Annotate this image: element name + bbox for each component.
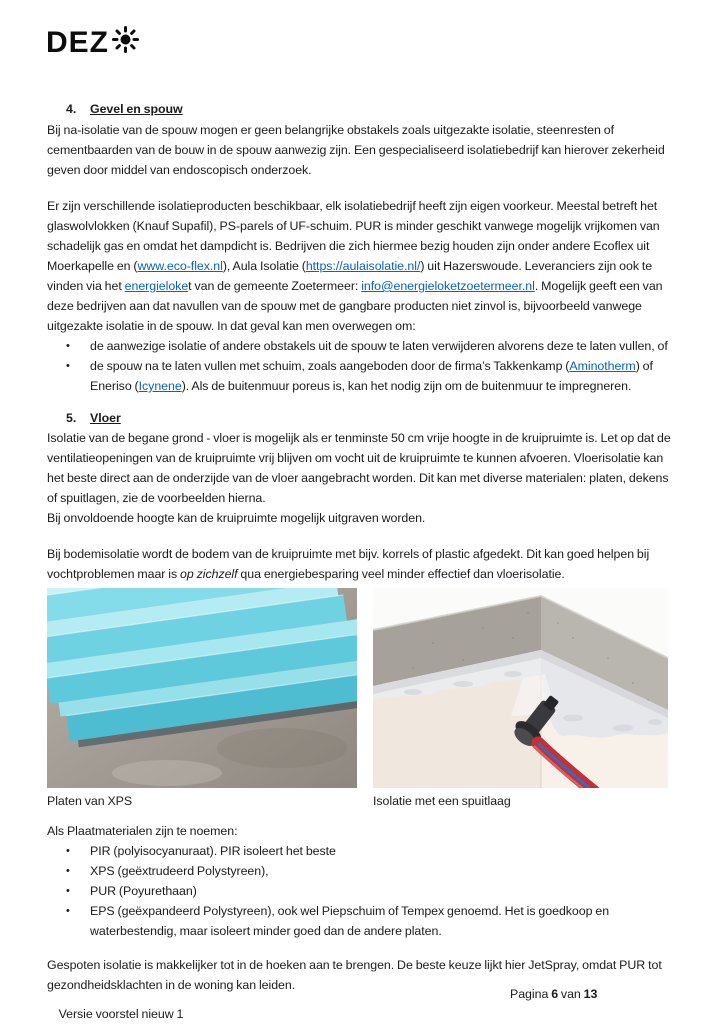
caption-platen-van-xps: Platen van XPS [47, 794, 133, 808]
heading-gevel-en-spouw: 4. Gevel en spouw [66, 102, 183, 116]
bullet-icon: • [66, 360, 70, 372]
caption-isolatie-spuitlaag: Isolatie met een spuitlaag [373, 794, 511, 808]
bullet-icon: • [66, 845, 70, 857]
figures-row [47, 588, 677, 811]
page-footer [47, 984, 677, 1024]
document-body [47, 99, 677, 995]
list-item: • PUR (Poyurethaan) [47, 881, 677, 901]
link-icynene[interactable]: Icynene [138, 379, 182, 393]
heading-vloer: 5. Vloer [66, 411, 121, 425]
paragraph-plaatmaterialen-intro: Als Plaatmaterialen zijn te noemen: [47, 824, 238, 838]
bullet-icon: • [66, 865, 70, 877]
paragraph-kruipruimte-uitgraven: Bij onvoldoende hoogte kan de kruipruimte mogelijk uitgraven worden. [47, 511, 426, 525]
list-spouw-opties [47, 336, 677, 396]
footer-version-text: Versie voorstel nieuw 1 [58, 1007, 184, 1021]
link-energieloket[interactable]: energieloke [124, 279, 189, 293]
paragraph-na-isolatie: Bij na-isolatie van de spouw mogen er geen belangrijke obstakels zoals uitgezakte isolatie, steenresten of cementbaarden van de bouw in de spouw aanwezig zijn. Een gespecialiseerd isolatiebedrijf kan hierover zekerheid geven door middel van endoscopisch onderzoek. [47, 123, 665, 177]
list-item: • PIR (polyisocyanuraat). PIR isoleert het beste [47, 841, 677, 861]
xps-plates-image [47, 588, 357, 811]
bullet-icon: • [66, 340, 70, 352]
bullet-icon: • [66, 885, 70, 897]
list-plaatmaterialen [47, 841, 677, 941]
list-item: • de aanwezige isolatie of andere obstakels uit de spouw te laten verwijderen alvorens deze te laten vullen, of [47, 336, 677, 356]
logo-text: DEZ [46, 25, 109, 59]
spray-insulation-image [373, 588, 668, 811]
list-item: • de spouw na te laten vullen met schuim, zoals aangeboden door de firma’s Takkenkamp (Aminotherm) of Eneriso (Icynene). Als de buitenmuur poreus is, kan het nodig zijn om de buitenmuur te impregneren. [47, 356, 677, 396]
list-item: • XPS (geëxtrudeerd Polystyreen), [47, 861, 677, 881]
link-aulaisolatie[interactable]: https://aulaisolatie.nl/ [305, 259, 421, 273]
paragraph-isolatieproducten: Er zijn verschillende isolatieproducten beschikbaar, elk isolatiebedrijf heeft zijn eigen voorkeur. Meestal betreft het glaswolvlokken (Knauf Supafil), PS-parels of UF-schuim. PUR is minder geschikt vanwege mogelijk vrijkomen van schadelijk gas en omdat het dampdicht is. Bedrijven die zich hiermee bezig houden zijn onder andere Ecoflex uit Moerkapelle en (www.eco-flex.nl), Aula Isolatie (https://aulaisolatie.nl/) uit Hazerswoude. Leveranciers zijn ook te vinden via het energieloket van de gemeente Zoetermeer: info@energieloketzoetermeer.nl. Mogelijk geeft een van deze bedrijven aan dat navullen van de spouw met de gangbare producten niet zinvol is, bijvoorbeeld vanwege uitgezakte isolatie in de spouw. In dat geval kan men overwegen om: [47, 199, 663, 333]
page-number: Pagina 6 van 13 [510, 987, 598, 1001]
paragraph-bodemisolatie: Bij bodemisolatie wordt de bodem van de kruipruimte met bijv. korrels of plastic afgedekt. Dit kan goed helpen bij vochtproblemen maar is op zichzelf qua energiebesparing veel minder effectief dan vloerisolatie. [47, 547, 650, 581]
link-aminotherm[interactable]: Aminotherm [569, 359, 636, 373]
link-eco-flex[interactable]: www.eco-flex.nl [137, 259, 223, 273]
list-item: • EPS (geëxpandeerd Polystyreen), ook wel Piepschuim of Tempex genoemd. Het is goedkoop en waterbestendig, maar isoleert minder goed dan de andere platen. [47, 901, 677, 941]
paragraph-gespoten-isolatie: Gespoten isolatie is makkelijker tot in de hoeken aan te brengen. De beste keuze lijkt hier JetSpray, omdat PUR tot gezondheidsklachten in de woning kan leiden. [47, 958, 662, 992]
dez-logo [46, 26, 139, 59]
bullet-icon: • [66, 905, 70, 917]
link-email-energieloket[interactable]: info@energieloketzoetermeer.nl [361, 279, 535, 293]
sun-icon [112, 26, 139, 59]
paragraph-vloerisolatie: Isolatie van de begane grond - vloer is mogelijk als er tenminste 50 cm vrije hoogte in de kruipruimte is. Let op dat de ventilatieopeningen van de kruipruimte vrij blijven om vocht uit de kruipruimte te kunnen afvoeren. Vloerisolatie kan het beste direct aan de onderzijde van de vloer aangebracht worden. Dit kan met diverse materialen: platen, dekens of spuitlagen, zie de voorbeelden hierna. [47, 431, 671, 505]
